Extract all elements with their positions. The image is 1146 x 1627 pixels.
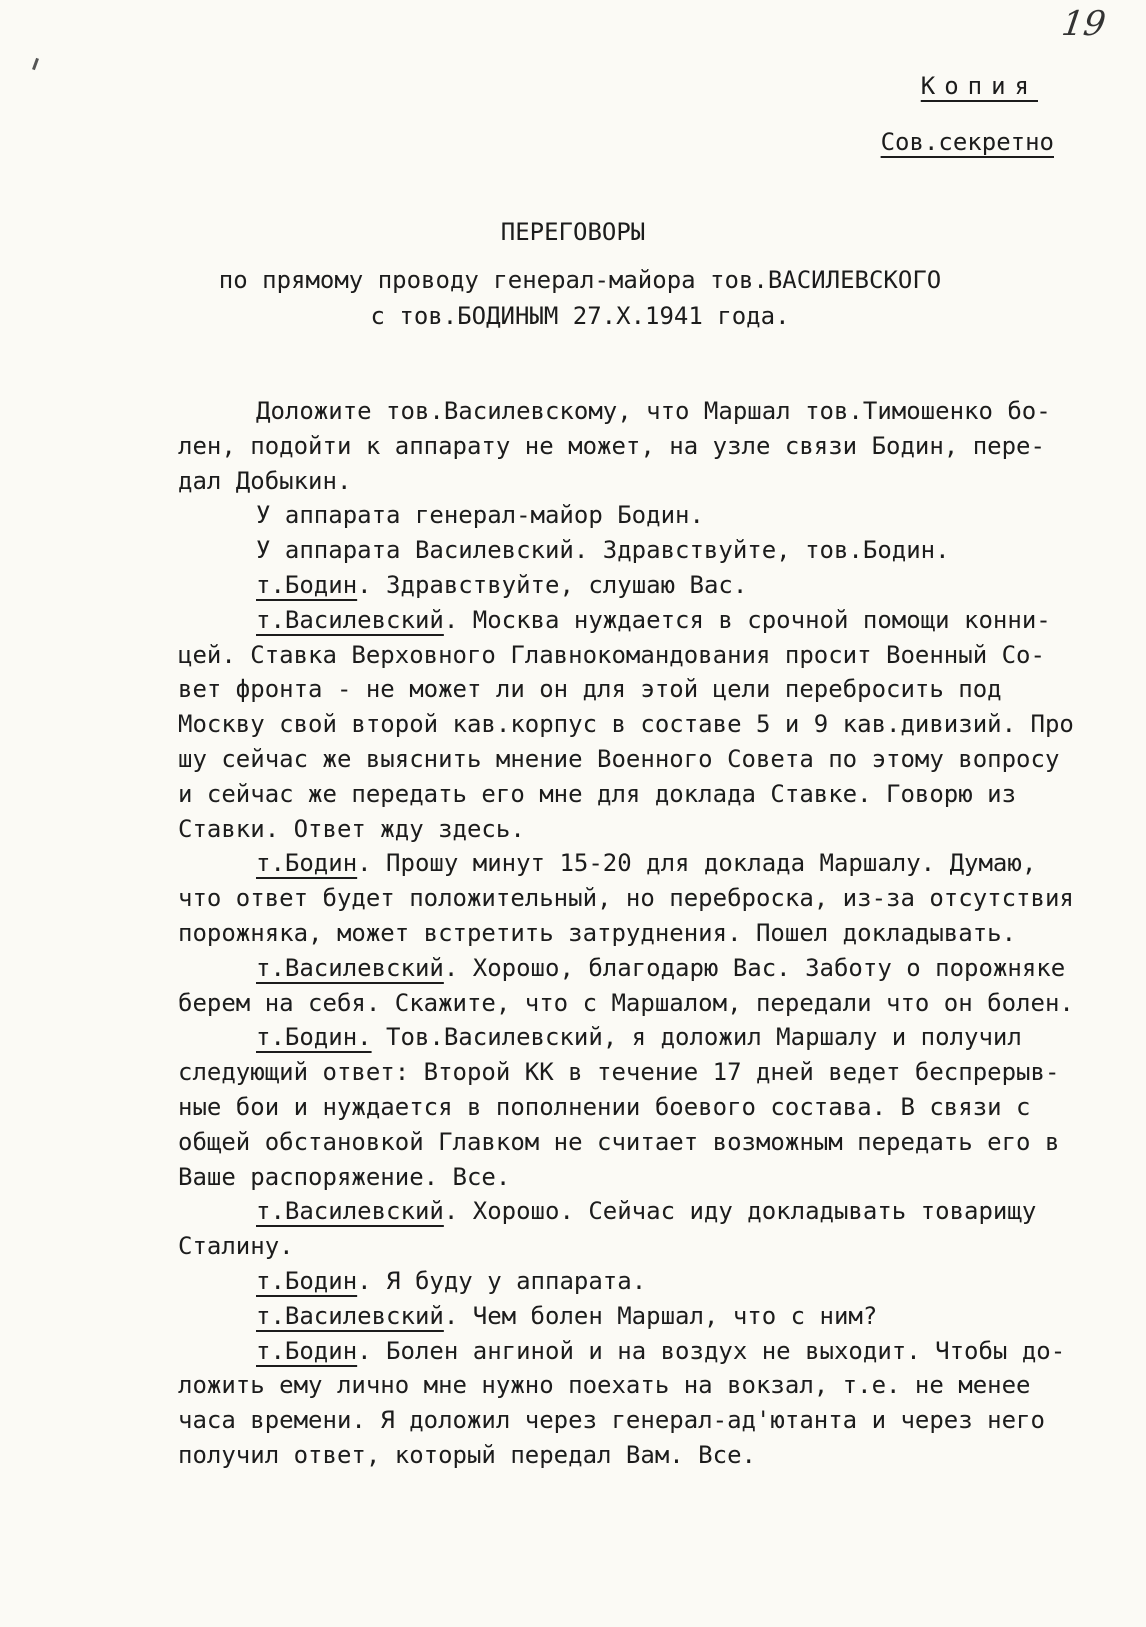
- body-line: У аппарата генерал-майор Бодин.: [256, 501, 704, 530]
- speech-text: . Прошу минут 15-20 для доклада Маршалу. Думаю,: [357, 849, 1037, 878]
- body-line: У аппарата Василевский. Здравствуйте, тов.Бодин.: [256, 536, 950, 565]
- speaker-name: т.Василевский: [256, 953, 444, 982]
- body-line: общей обстановкой Главком не считает возможным передать его в: [178, 1127, 1060, 1156]
- body-line: получил ответ, который передал Вам. Все.: [178, 1440, 756, 1469]
- subtitle-line: по прямому проводу генерал-майора тов.ВАСИЛЕВСКОГО: [218, 266, 942, 294]
- speech-text: . Хорошо. Сейчас иду докладывать товарищу: [443, 1197, 1037, 1226]
- speech-text: Тов.Василевский, я доложил Маршалу и получил: [371, 1023, 1022, 1052]
- speaker-line: [178, 951, 1106, 986]
- speaker-name: т.Василевский: [256, 1301, 444, 1330]
- speaker-name: т.Бодин: [256, 1266, 358, 1295]
- speaker-line: [178, 603, 1106, 638]
- body-line: порожняка, может встретить затруднения. Пошел докладывать.: [178, 918, 1017, 947]
- speech-text: . Здравствуйте, слушаю Вас.: [357, 570, 748, 599]
- speech-text: . Хорошо, благодарю Вас. Заботу о порожняке: [443, 953, 1066, 982]
- speaker-line: [178, 1264, 1106, 1299]
- body-line: Ставки. Ответ жду здесь.: [178, 814, 525, 843]
- speaker-line: [178, 568, 1106, 603]
- speech-text: . Чем болен Маршал, что с ним?: [443, 1301, 878, 1330]
- body-line: лен, подойти к аппарату не может, на узле связи Бодин, пере-: [178, 431, 1045, 460]
- body-line: цей. Ставка Верховного Главнокомандования просит Военный Со-: [178, 640, 1045, 669]
- speaker-line: [178, 846, 1106, 881]
- body-line: и сейчас же передать его мне для доклада Ставке. Говорю из: [178, 779, 1017, 808]
- speaker-name: т.Василевский: [256, 605, 444, 634]
- body-line: что ответ будет положительный, но переброска, из-за отсутствия: [178, 884, 1074, 913]
- body-line: следующий ответ: Второй КК в течение 17 дней ведет беспрерыв-: [178, 1058, 1060, 1087]
- speech-text: . Я буду у аппарата.: [357, 1266, 647, 1295]
- body-line: шу сейчас же выяснить мнение Военного Совета по этому вопросу: [178, 744, 1060, 773]
- body-line: Доложите тов.Василевскому, что Маршал тов.Тимошенко бо-: [256, 397, 1051, 425]
- document-title: ПЕРЕГОВОРЫ: [500, 218, 646, 246]
- speech-text: . Москва нуждается в срочной помощи конни-: [443, 605, 1051, 634]
- body-line: вет фронта - не может ли он для этой цели перебросить под: [178, 675, 1002, 704]
- speaker-name: т.Бодин: [256, 849, 358, 878]
- speech-text: . Болен ангиной и на воздух не выходит. Чтобы до-: [357, 1336, 1066, 1365]
- speaker-line: [178, 1299, 1106, 1334]
- body-line: ные бои и нуждается в пополнении боевого состава. В связи с: [178, 1092, 1031, 1121]
- body-line: Москву свой второй кав.корпус в составе 5 и 9 кав.дивизий. Про: [178, 710, 1074, 739]
- folio-number: 19: [1059, 4, 1109, 44]
- margin-mark: [32, 58, 39, 70]
- speaker-line: [178, 1194, 1106, 1229]
- body-line: часа времени. Я доложил через генерал-ад'ютанта и через него: [178, 1406, 1045, 1435]
- body-line: Сталину.: [178, 1232, 294, 1261]
- subtitle-line: с тов.БОДИНЫМ 27.Х.1941 года.: [370, 302, 790, 330]
- copy-label: Копия: [920, 72, 1038, 100]
- speaker-name: т.Василевский: [256, 1197, 444, 1226]
- speaker-line: [178, 1020, 1106, 1055]
- speaker-name: т.Бодин.: [256, 1023, 372, 1052]
- speaker-line: [178, 1334, 1106, 1369]
- document-subtitle: [180, 262, 980, 334]
- speaker-name: т.Бодин: [256, 1336, 358, 1365]
- body-line: дал Добыкин.: [178, 466, 352, 495]
- body-line: Ваше распоряжение. Все.: [178, 1162, 511, 1191]
- classification-label: Сов.секретно: [880, 128, 1054, 156]
- speaker-name: т.Бодин: [256, 570, 358, 599]
- body-line: ложить ему лично мне нужно поехать на вокзал, т.е. не менее: [178, 1371, 1031, 1400]
- transcript-body: [178, 394, 1106, 1473]
- body-line: берем на себя. Скажите, что с Маршалом, передали что он болен.: [178, 988, 1074, 1017]
